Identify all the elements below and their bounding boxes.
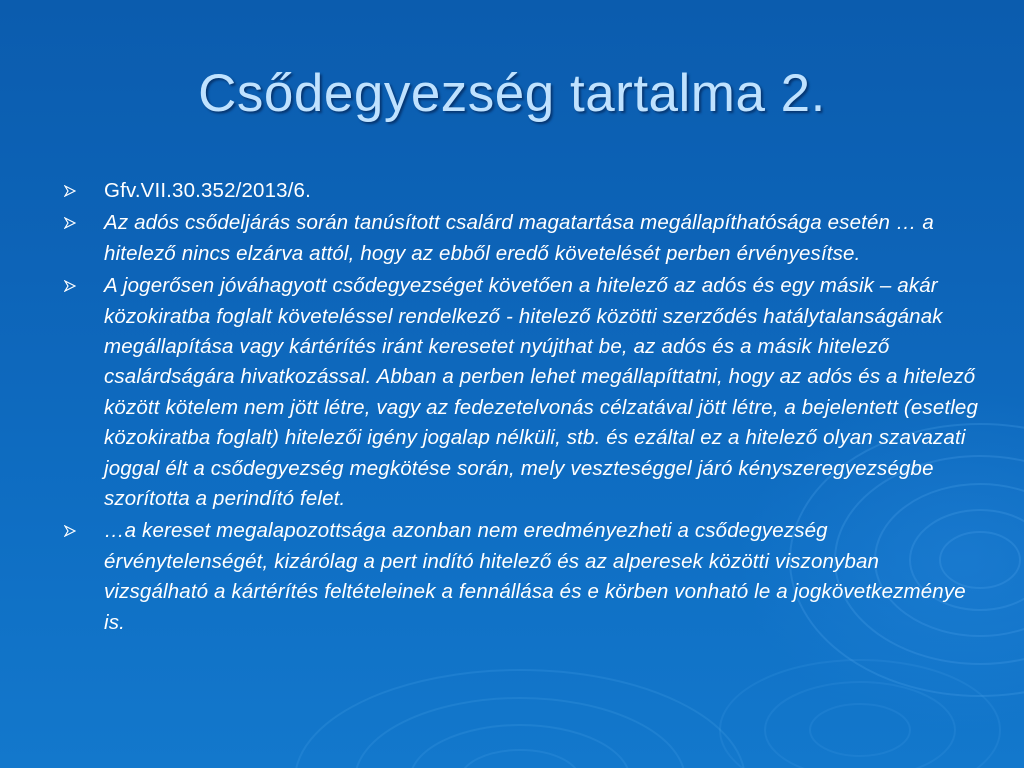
arrowhead-bullet-icon <box>64 185 76 197</box>
arrowhead-bullet-icon <box>64 280 76 292</box>
bullet-text: …a kereset megalapozottsága azonban nem eredményezheti a csődegyezség érvénytelenségét, kizárólag a pert indító hitelező és az alperesek közötti viszonyban vizsgálható a kártérítés feltételeinek a fennállása és e körben vonható le a jogkövetkezménye is. <box>104 519 966 634</box>
bullet-item-4 <box>64 516 984 638</box>
arrowhead-bullet-icon <box>64 217 76 229</box>
arrowhead-bullet-icon <box>64 525 76 537</box>
bullet-text: A jogerősen jóváhagyott csődegyezséget követően a hitelező az adós és egy másik – akár közokiratba foglalt követeléssel rendelkező - hitelező közötti szerződés hatálytalanságának megállapítása vagy kártérítés iránt keresetet nyújthat be, az adós és a másik hitelező csalárdságára hivatkozással. Abban a perben lehet megállapíttatni, hogy az adós és a hitelező között kötelem nem jött létre, vagy az fedezetelvonás célzatával jött létre, a bejelentett (esetleg közokiratba foglalt) hitelezői igény jogalap nélküli, stb. és ezáltal ez a hitelező olyan szavazati joggal élt a csődegyezség megkötése során, mely veszteséggel járó kényszeregyezségbe szorította a perindító felet. <box>104 274 979 511</box>
slide-title: Csődegyezség tartalma 2. <box>198 64 826 123</box>
bullet-item-2 <box>64 208 984 269</box>
bullet-item-3 <box>64 271 984 514</box>
bullet-text: Az adós csődeljárás során tanúsított csalárd magatartása megállapíthatósága esetén … a hitelező nincs elzárva attól, hogy az ebből eredő követelését perben érvényesítse. <box>104 211 934 265</box>
bullet-text: Gfv.VII.30.352/2013/6. <box>104 179 311 202</box>
bullet-list <box>64 176 984 640</box>
bullet-item-1 <box>64 176 984 206</box>
